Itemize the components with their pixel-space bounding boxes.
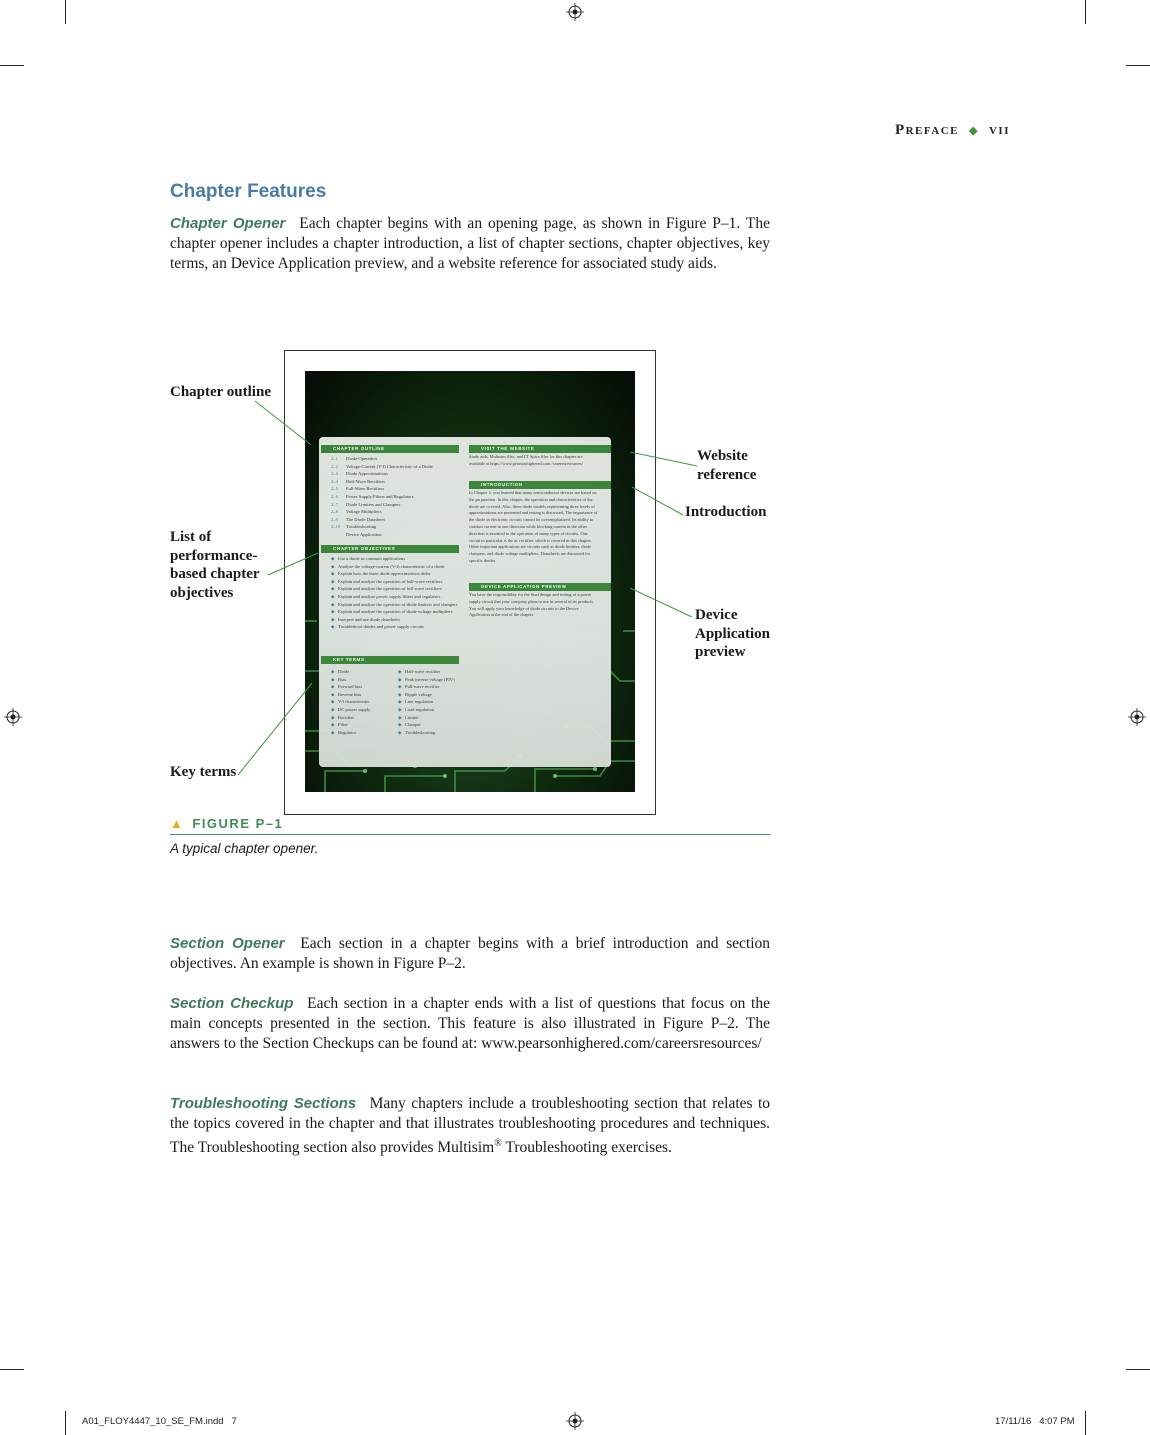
objective-item-text: Explain and analyze the operation of diode limiters and clampers	[338, 601, 458, 607]
callout-website	[697, 447, 756, 484]
crop-mark-bottom-left-h	[0, 1369, 24, 1370]
objective-item	[331, 570, 458, 578]
callout-objectives-line: performance-	[170, 547, 258, 564]
keyterm-item	[398, 729, 455, 737]
outline-number: 2–3	[331, 471, 338, 477]
outline-item-text: Voltage Multipliers	[346, 509, 382, 515]
chapter-opener-image	[305, 371, 635, 792]
figure-label	[170, 816, 283, 831]
callout-objectives-line: List of	[170, 529, 212, 545]
bullet-icon: ◆	[398, 676, 402, 682]
running-head	[820, 122, 1010, 139]
website-text: Study aids, Multisim files, and LT Spice files for this chapter are available at https://www.pearsonhighered.com /careersresources/	[469, 454, 583, 466]
crop-mark-top-right-h	[1126, 65, 1150, 66]
bullet-icon: ◆	[331, 699, 335, 705]
intro-header-bar: INTRODUCTION	[469, 481, 611, 489]
callout-objectives	[170, 528, 260, 602]
bullet-icon: ◆	[398, 691, 402, 697]
keyterm-item-text: Load regulation	[405, 706, 435, 712]
keyterm-item-text: Diode	[338, 669, 350, 674]
outline-item-text: The Diode Datasheet	[346, 516, 385, 522]
keyterm-item-text: Peak inverse voltage (PIV)	[405, 676, 455, 682]
text-section-opener: Each section in a chapter begins with a brief introduction and section objectives. An example is shown in Figure P–2.	[170, 935, 771, 972]
outline-item-text: Half-Wave Rectifiers	[346, 478, 386, 484]
bullet-icon: ◆	[331, 624, 335, 630]
keyterm-item	[398, 706, 455, 714]
callout-introduction: Introduction	[685, 504, 767, 520]
diamond-icon: ◆	[969, 125, 979, 137]
bullet-icon: ◆	[331, 571, 335, 577]
crop-mark-top-left-h	[0, 65, 24, 66]
outline-item-text: Voltage-Current (V-I) Characteristic of a Diode	[346, 463, 433, 469]
figure-caption: A typical chapter opener.	[170, 841, 319, 856]
keyterm-item	[398, 668, 455, 676]
bullet-icon: ◆	[331, 563, 335, 569]
keyterm-item	[331, 668, 370, 676]
outline-item-text: Diode Approximations	[346, 471, 388, 477]
outline-item-text: Diode Operation	[346, 456, 377, 461]
outline-item	[331, 531, 433, 539]
callout-website-line: reference	[697, 466, 757, 483]
outline-item-text: Diode Limiters and Clampers	[346, 501, 401, 507]
keyterm-item-text: Ripple voltage	[405, 691, 432, 697]
outline-item-text: Power Supply Filters and Regulators	[346, 493, 414, 499]
outline-number: 2–1	[331, 456, 338, 461]
keyterm-item-text: Bias	[338, 676, 347, 682]
callout-device-preview-line: Device	[695, 607, 738, 623]
registered-mark: ®	[494, 1138, 502, 1149]
slug-file-name: A01_FLOY4447_10_SE_FM.indd 7	[82, 1416, 237, 1427]
registration-mark-right-icon	[1128, 708, 1146, 726]
keyterm-item-text: Full-wave rectifier	[405, 684, 440, 690]
bullet-icon: ◆	[331, 706, 335, 712]
keyterm-item-text: Forward bias	[338, 684, 363, 690]
bullet-icon: ◆	[398, 722, 402, 728]
objective-item-text: Use a diode in common applications	[338, 556, 405, 561]
crop-mark-bottom-right-h	[1126, 1369, 1150, 1370]
keyterms-left-list	[331, 668, 370, 736]
callout-website-line: Website	[697, 448, 748, 464]
objective-item-text: Analyze the voltage-current (V-I) characteristic of a diode	[338, 563, 445, 569]
keyterm-item-text: Clamper	[405, 722, 421, 728]
callout-chapter-outline: Chapter outline	[170, 384, 271, 400]
chapter-opener-page	[319, 437, 611, 767]
keyterm-item	[398, 676, 455, 684]
objective-item	[331, 623, 458, 631]
keyterm-item	[398, 683, 455, 691]
paragraph-chapter-opener	[170, 214, 770, 274]
outline-item-text: Device Application	[346, 531, 382, 537]
bullet-icon: ◆	[331, 714, 335, 720]
outline-number: 2–9	[331, 516, 338, 522]
section-title: Chapter Features	[170, 181, 327, 202]
callout-key-terms: Key terms	[170, 764, 237, 780]
outline-item-text: Troubleshooting	[346, 524, 377, 530]
triangle-icon: ▲	[170, 816, 185, 831]
crop-mark-bottom-left-v	[65, 1411, 66, 1435]
keyterm-item	[331, 729, 370, 737]
keyterm-item-text: Regulator	[338, 729, 357, 735]
objective-item-text: Explain and analyze the operation of diode voltage multipliers	[338, 609, 453, 615]
keyterm-item	[331, 698, 370, 706]
objective-item	[331, 601, 458, 609]
keyterm-item-text: Reverse bias	[338, 691, 362, 697]
preview-header-bar: DEVICE APPLICATION PREVIEW	[469, 583, 611, 591]
outline-number: 2–6	[331, 493, 338, 499]
keyterm-item-text: DC power supply	[338, 706, 371, 712]
bullet-icon: ◆	[398, 669, 402, 674]
running-head-label: Preface	[894, 122, 960, 138]
bullet-icon: ◆	[331, 609, 335, 615]
bullet-icon: ◆	[331, 556, 335, 561]
keyterm-item	[331, 683, 370, 691]
keyterm-item-text: Half-wave rectifier	[405, 669, 441, 674]
runin-section-opener: Section Opener	[170, 935, 285, 952]
runin-troubleshooting: Troubleshooting Sections	[170, 1095, 357, 1112]
objective-item	[331, 578, 458, 586]
outline-list	[331, 455, 433, 539]
callout-device-preview-line: Application	[695, 625, 771, 642]
objective-item-text: Explain and analyze the operation of full-wave rectifiers	[338, 586, 442, 592]
intro-text: In Chapter 1, you learned that many semiconductor devices are based on the pn junction. In this chapter, the operation and characteristics of the diode are covered. Also, three diode models representing three levels of approximations are presented and testing is discussed. The importance of the diode in electronic circuits cannot be overemphasized. Its ability to conduct current in one direction while blocking current in the other direction is essential to the operation of many types of circuits. One circuit in particular is the ac rectifier, which is covered in this chapter. Other important applications are circuits such as diode limiters, diode clampers, and diode voltage multipliers. Datasheets are discussed for specific diodes.	[469, 490, 598, 563]
keyterm-item-text: Line regulation	[405, 699, 434, 705]
keyterm-item	[398, 721, 455, 729]
outline-item	[331, 516, 433, 524]
outline-number: 2–8	[331, 509, 338, 515]
keyterm-item-text: Rectifier	[338, 714, 355, 720]
runin-section-checkup: Section Checkup	[170, 995, 294, 1012]
bullet-icon: ◆	[398, 714, 402, 720]
outline-item	[331, 470, 433, 478]
bullet-icon: ◆	[331, 669, 335, 674]
callout-objectives-line: objectives	[170, 584, 234, 601]
objective-item	[331, 585, 458, 593]
bullet-icon: ◆	[331, 729, 335, 735]
bullet-icon: ◆	[331, 586, 335, 592]
outline-number: 2–7	[331, 501, 338, 507]
bullet-icon: ◆	[331, 578, 335, 584]
objective-item	[331, 555, 458, 563]
objectives-list	[331, 555, 458, 631]
bullet-icon: ◆	[331, 593, 335, 599]
callout-device-preview-line: preview	[695, 644, 746, 660]
bullet-icon: ◆	[398, 729, 402, 735]
website-header-bar: VISIT THE WEBSITE	[469, 445, 611, 453]
text-chapter-opener: Each chapter begins with an opening page, as shown in Figure P–1. The chapter opener includes a chapter introduction, a list of chapter sections, chapter objectives, key terms, an Device Application preview, and a website reference for associated study aids.	[170, 215, 770, 272]
objective-item-text: Explain and analyze the operation of half-wave rectifiers	[338, 578, 443, 584]
paragraph-section-checkup	[170, 994, 770, 1054]
outline-item	[331, 523, 433, 531]
bullet-icon: ◆	[331, 691, 335, 697]
objective-item	[331, 593, 458, 601]
runin-chapter-opener: Chapter Opener	[170, 215, 286, 232]
keyterm-item	[331, 714, 370, 722]
objective-item	[331, 616, 458, 624]
figure-label-text: FIGURE P–1	[192, 816, 284, 831]
registration-mark-top-icon	[566, 3, 584, 21]
text-section-checkup: Each section in a chapter ends with a list of questions that focus on the main concepts presented in the section. This feature is also illustrated in Figure P–2. The answers to the Section Checkups can be found at: www.pearsonhighered.com/careersresources/	[170, 995, 770, 1052]
objective-item	[331, 563, 458, 571]
outline-item	[331, 478, 433, 486]
text-troubleshooting: Many chapters include a troubleshooting section that relates to the topics covered in the chapter and that illustrates troubleshooting procedures and techniques. The Troubleshooting section also provides Multisim	[170, 1095, 771, 1157]
page-number: vii	[988, 122, 1010, 138]
outline-item-text: Full-Wave Rectifiers	[346, 486, 385, 492]
paragraph-troubleshooting	[170, 1094, 770, 1158]
outline-number: 2–5	[331, 486, 338, 492]
keyterm-item	[331, 676, 370, 684]
registration-mark-left-icon	[4, 708, 22, 726]
keyterms-right-list	[398, 668, 455, 736]
keyterm-item	[331, 721, 370, 729]
outline-number: 2–2	[331, 463, 338, 469]
crop-mark-top-right-v	[1085, 0, 1086, 24]
crop-mark-bottom-right-v	[1085, 1411, 1086, 1435]
outline-number: 2–4	[331, 478, 338, 484]
objective-item-text: Troubleshoot diodes and power supply circuits	[338, 624, 424, 630]
outline-item	[331, 493, 433, 501]
registration-mark-bottom-icon	[566, 1412, 584, 1430]
outline-item	[331, 508, 433, 516]
bullet-icon: ◆	[331, 676, 335, 682]
bullet-icon: ◆	[331, 616, 335, 622]
bullet-icon: ◆	[331, 601, 335, 607]
objectives-header-bar: CHAPTER OBJECTIVES	[321, 545, 459, 553]
keyterm-item	[398, 698, 455, 706]
outline-item	[331, 485, 433, 493]
outline-header-bar: CHAPTER OUTLINE	[321, 445, 459, 453]
keyterm-item-text: Filter	[338, 722, 348, 728]
outline-item	[331, 463, 433, 471]
callout-device-preview	[695, 606, 770, 662]
bullet-icon: ◆	[398, 699, 402, 705]
objective-item-text: Explain how the three diode approximations differ	[338, 571, 431, 577]
keyterms-header-bar: KEY TERMS	[321, 656, 459, 664]
bullet-icon: ◆	[398, 706, 402, 712]
objective-item-text: Explain and analyze power supply filters and regulators	[338, 593, 441, 599]
preview-text: You have the responsibility for the final design and testing of a power supply circuit that your company plans to use in several of its products. You will apply your knowledge of diode circuits to the Device Application at the end of the chapter.	[469, 592, 595, 618]
slug-datetime: 17/11/16 4:07 PM	[995, 1416, 1075, 1427]
outline-item	[331, 455, 433, 463]
keyterm-item	[331, 706, 370, 714]
bullet-icon: ◆	[331, 684, 335, 690]
callout-objectives-line: based chapter	[170, 566, 260, 582]
objective-item	[331, 608, 458, 616]
outline-number: 2–10	[331, 524, 341, 530]
keyterm-item-text: V-I characteristic	[338, 699, 370, 705]
keyterm-item	[331, 691, 370, 699]
bullet-icon: ◆	[398, 684, 402, 690]
objective-item-text: Interpret and use diode datasheets	[338, 616, 401, 622]
crop-mark-top-left-v	[65, 0, 66, 24]
caption-rule	[170, 834, 770, 835]
keyterm-item-text: Limiter	[405, 714, 419, 720]
keyterm-item-text: Troubleshooting	[405, 729, 436, 735]
paragraph-section-opener	[170, 934, 770, 974]
keyterm-item	[398, 714, 455, 722]
outline-item	[331, 501, 433, 509]
figure-frame	[284, 350, 656, 815]
text-troubleshooting-end: Troubleshooting exercises.	[501, 1139, 672, 1157]
keyterm-item	[398, 691, 455, 699]
bullet-icon: ◆	[331, 722, 335, 728]
